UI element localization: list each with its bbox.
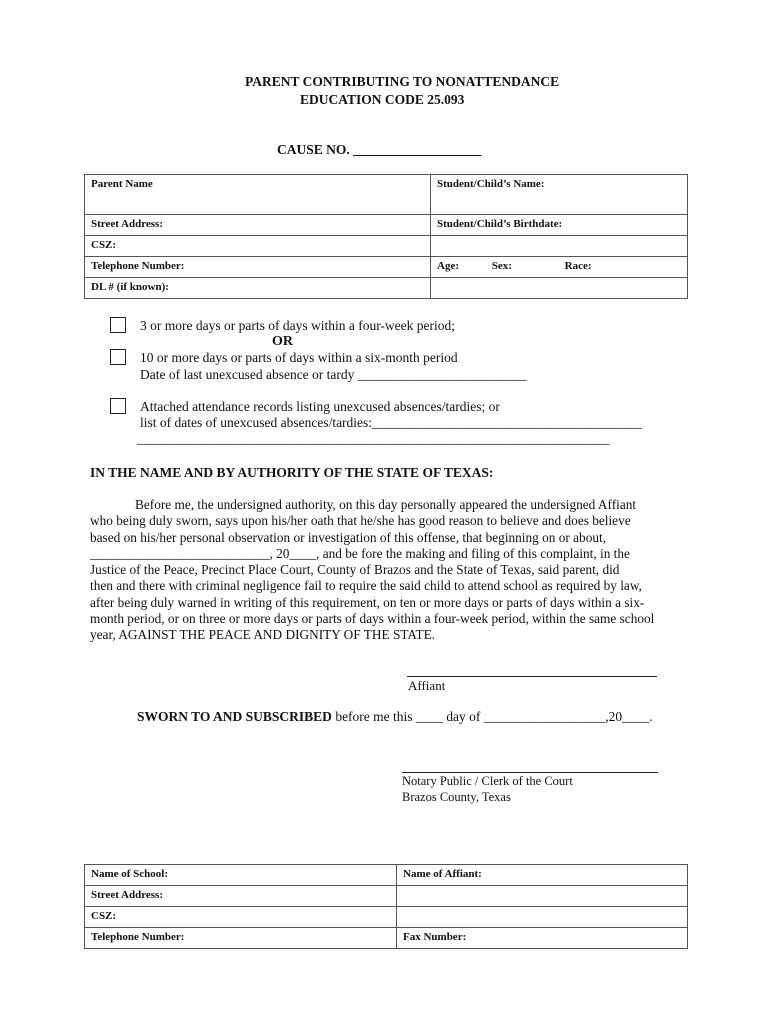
student-name-label: Student/Child’s Name:: [437, 178, 545, 190]
body-line-9: year, AGAINST THE PEACE AND DIGNITY OF THE STATE.: [90, 627, 436, 643]
option-six-month-text: 10 or more days or parts of days within a six-month period: [140, 350, 458, 365]
school-telephone-cell[interactable]: [85, 928, 397, 949]
street-address-label: Street Address:: [91, 218, 164, 230]
student-birthdate-label: Student/Child’s Birthdate:: [437, 218, 563, 230]
option-attached-records-checkbox[interactable]: [110, 398, 126, 414]
attached-records-text: Attached attendance records listing unexcused absences/tardies; or: [140, 399, 500, 414]
body-line-7: after being duly warned in writing of this requirement, on ten or more days or parts of days within a six-: [90, 594, 645, 610]
sworn-statement: [137, 709, 653, 725]
student-name-cell[interactable]: [431, 175, 688, 215]
option-four-week-checkbox[interactable]: [110, 317, 126, 333]
option-six-month-checkbox[interactable]: [110, 349, 126, 365]
notary-signature-line[interactable]: [402, 772, 658, 773]
school-street-label: Street Address:: [91, 889, 164, 901]
affiant-name-cell[interactable]: [397, 865, 688, 886]
parent-name-label: Parent Name: [91, 178, 153, 190]
or-label: OR: [272, 334, 293, 349]
school-name-cell[interactable]: [85, 865, 397, 886]
parent-name-cell[interactable]: [85, 175, 431, 215]
body-line-6: then and there with criminal negligence fail to require the said child to attend school as required by law,: [90, 578, 642, 594]
school-street-right-cell[interactable]: [397, 886, 688, 907]
body-line-3: based on his/her personal observation or investigation of this offense, that beginning on or about,: [90, 529, 607, 545]
body-line-8: month period, or on three or more days or parts of days within a four-week period, within the same school: [90, 611, 655, 627]
authority-heading: IN THE NAME AND BY AUTHORITY OF THE STATE OF TEXAS:: [90, 465, 494, 480]
school-telephone-label: Telephone Number:: [91, 931, 185, 943]
parent-info-table: [84, 174, 688, 299]
student-birthdate-cell[interactable]: [431, 215, 688, 236]
sex-label: Sex:: [491, 260, 512, 272]
school-info-table: [84, 864, 688, 949]
notary-county: Brazos County, Texas: [402, 790, 511, 804]
csz-cell[interactable]: [85, 236, 431, 257]
form-title: PARENT CONTRIBUTING TO NONATTENDANCE: [245, 74, 560, 89]
notary-title: Notary Public / Clerk of the Court: [402, 774, 573, 788]
affiant-signature-line[interactable]: [407, 676, 657, 677]
telephone-label: Telephone Number:: [91, 260, 185, 272]
sworn-rest: before me this ____ day of __________________,20____.: [331, 709, 653, 724]
age-label: Age:: [437, 260, 459, 272]
sworn-bold: SWORN TO AND SUBSCRIBED: [137, 709, 332, 724]
telephone-cell[interactable]: [85, 257, 431, 278]
dl-label: DL # (if known):: [91, 281, 169, 293]
complaint-paragraph: [90, 497, 688, 644]
school-street-cell[interactable]: [85, 886, 397, 907]
body-line-4: ___________________________, 20____, and be fore the making and filing of this complaint, in the: [90, 545, 630, 561]
affiant-label: Affiant: [408, 678, 446, 693]
csz-right-cell[interactable]: [431, 236, 688, 257]
race-label: Race:: [564, 260, 592, 272]
body-line-2: who being duly sworn, says upon his/her oath that he/she has good reason to believe and does believe: [90, 513, 631, 529]
cause-number: CAUSE NO. ___________________: [277, 142, 482, 157]
last-absence-date-line: Date of last unexcused absence or tardy _________________________: [140, 367, 527, 382]
school-csz-label: CSZ:: [91, 910, 117, 922]
dl-right-cell[interactable]: [431, 278, 688, 299]
fax-label: Fax Number:: [403, 931, 467, 943]
absence-dates-line-2: ______________________________________________________________________: [137, 431, 610, 446]
school-name-label: Name of School:: [91, 868, 168, 880]
absence-dates-line: list of dates of unexcused absences/tardies:________________________________________: [140, 415, 643, 430]
body-line-1: Before me, the undersigned authority, on this day personally appeared the undersigned Affiant: [135, 497, 637, 512]
street-address-cell[interactable]: [85, 215, 431, 236]
school-csz-cell[interactable]: [85, 907, 397, 928]
school-csz-right-cell[interactable]: [397, 907, 688, 928]
fax-cell[interactable]: [397, 928, 688, 949]
csz-label: CSZ:: [91, 239, 117, 251]
body-line-5: Justice of the Peace, Precinct Place Court, County of Brazos and the State of Texas, said parent, did: [90, 562, 620, 578]
age-sex-race-cell[interactable]: [431, 257, 688, 278]
affiant-name-label: Name of Affiant:: [403, 868, 482, 880]
dl-cell[interactable]: [85, 278, 431, 299]
form-subtitle: EDUCATION CODE 25.093: [300, 92, 465, 107]
option-four-week-text: 3 or more days or parts of days within a four-week period;: [140, 318, 456, 333]
